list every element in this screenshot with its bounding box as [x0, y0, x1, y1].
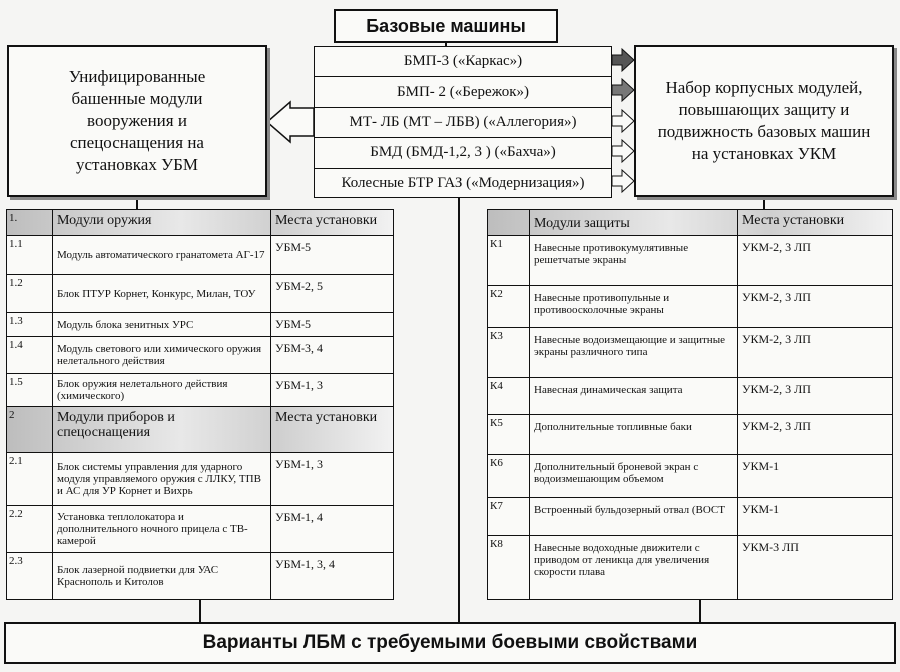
table-row: [7, 313, 393, 337]
base-machine-item: БМД (БМД-1,2, 3 ) («Бахча»): [315, 138, 611, 168]
right-box-line: подвижность базовых машин: [657, 122, 871, 141]
row-number: К7: [488, 498, 530, 535]
row-name: Установка теплолокатора и дополнительного ночного прицела с ТВ-камерой: [53, 506, 271, 552]
row-name: Навесная динамическая защита: [530, 378, 738, 414]
row-number: 1.5: [7, 374, 53, 406]
row-name: Блок лазерной подвиетки для УАС Краснополь и Китолов: [53, 553, 271, 599]
row-number: К6: [488, 455, 530, 497]
row-name: Навесные водоизмещающие и защитные экраны различного типа: [530, 328, 738, 377]
row-place: УКМ-2, 3 ЛП: [742, 290, 811, 304]
base-machine-item: Колесные БТР ГАЗ («Модернизация»): [341, 175, 585, 192]
protection-modules-table: [487, 209, 893, 600]
row-place: УБМ-5: [275, 240, 312, 254]
row-place: УБМ-1, 3: [275, 457, 324, 471]
row-place: УБМ-1, 3: [275, 378, 324, 392]
table-row: [7, 337, 393, 374]
section-number: 2: [7, 407, 53, 452]
row-name: Навесные водоходные движители с приводом от леникца для увеличения скорости плава: [530, 536, 738, 599]
row-name: Модуль автоматического гранатомета АГ-17: [53, 236, 271, 274]
row-place: УКМ-2, 3 ЛП: [742, 332, 811, 346]
table-row: [7, 506, 393, 553]
right-box-line: на установках УКМ: [691, 144, 837, 163]
row-number: К2: [488, 286, 530, 327]
right-box-line: повышающих защиту и: [678, 100, 850, 119]
base-machine-item: МТ- ЛБ (МТ – ЛБВ) («Аллегория»): [315, 108, 611, 138]
row-place: УБМ-2, 5: [275, 279, 324, 293]
section-number: 1.: [7, 210, 53, 235]
table-row: [488, 236, 892, 286]
row-place: УКМ-1: [742, 459, 780, 473]
row-place: УКМ-3 ЛП: [742, 540, 799, 554]
row-name: Блок системы управления для ударного модуля управляемого оружия с ЛЛКУ, ТПВ и АС для УР Корнет и Вихрь: [53, 453, 271, 505]
row-number: 2.3: [7, 553, 53, 599]
table-header: [488, 210, 892, 236]
table-row: [488, 286, 892, 328]
table-row: [488, 415, 892, 455]
base-machines-list: [314, 46, 612, 198]
lbm-variants-box: Варианты ЛБМ с требуемыми боевыми свойствами: [4, 622, 896, 664]
row-place: УКМ-2, 3 ЛП: [742, 240, 811, 254]
base-machine-item: БМП- 2 («Бережок»): [315, 77, 611, 107]
row-name: Встроенный бульдозерный отвал (ВОСТ: [530, 498, 738, 535]
row-place: УБМ-5: [275, 317, 312, 331]
row-place: УКМ-1: [742, 502, 780, 516]
left-box-line: спецоснащения на: [70, 133, 204, 152]
row-number: 1.1: [7, 236, 53, 274]
table-header: [7, 407, 393, 453]
place-header: Места установки: [275, 213, 378, 228]
table-row: [488, 498, 892, 536]
base-machine-item: БМП-3 («Каркас»): [315, 47, 611, 77]
left-box-line: установках УБМ: [75, 155, 199, 174]
row-name: Блок оружия нелетального действия (химического): [53, 374, 271, 406]
table-row: [7, 275, 393, 313]
row-name: Дополнительный броневой экран с водоизмешающим объемом: [530, 455, 738, 497]
place-header: Места установки: [742, 213, 845, 228]
row-number: 1.2: [7, 275, 53, 312]
row-name: Дополнительные топливные баки: [530, 415, 738, 454]
left-box-line: башенные модули: [71, 89, 203, 108]
row-number: 1.3: [7, 313, 53, 336]
row-number: К4: [488, 378, 530, 414]
row-name: Модуль светового или химического оружия нелетального действия: [53, 337, 271, 373]
right-box-line: Набор корпусных модулей,: [665, 78, 863, 97]
row-number: 2.2: [7, 506, 53, 552]
turret-modules-box: [7, 45, 267, 197]
row-number: К1: [488, 236, 530, 285]
table-row: [7, 553, 393, 599]
table-header: [7, 210, 393, 236]
table-row: [488, 328, 892, 378]
section-title: Модули оружия: [53, 210, 271, 235]
section-title: Модули приборов и спецоснащения: [53, 407, 271, 452]
table-row: [488, 536, 892, 599]
section-title: Модули защиты: [530, 210, 738, 235]
left-box-line: Унифицированные: [68, 67, 206, 86]
row-name: Навесные противокумулятивные решетчатые экраны: [530, 236, 738, 285]
row-number: 2.1: [7, 453, 53, 505]
row-place: УКМ-2, 3 ЛП: [742, 382, 811, 396]
row-name: Блок ПТУР Корнет, Конкурс, Милан, ТОУ: [53, 275, 271, 312]
row-place: УБМ-1, 3, 4: [275, 557, 336, 571]
hull-modules-box: [634, 45, 894, 197]
row-place: УБМ-1, 4: [275, 510, 324, 524]
place-header: Места установки: [275, 410, 378, 425]
row-number: 1.4: [7, 337, 53, 373]
row-name: Модуль блока зенитных УРС: [53, 313, 271, 336]
left-box-line: вооружения и: [87, 111, 187, 130]
row-place: УБМ-3, 4: [275, 341, 324, 355]
row-number: К3: [488, 328, 530, 377]
row-number: К5: [488, 415, 530, 454]
table-row: [488, 455, 892, 498]
table-row: [7, 236, 393, 275]
row-name: Навесные противопульные и противоосколочные экраны: [530, 286, 738, 327]
table-row: [488, 378, 892, 415]
row-place: УКМ-2, 3 ЛП: [742, 419, 811, 433]
weapons-modules-table: [6, 209, 394, 600]
row-number: К8: [488, 536, 530, 599]
table-row: [7, 374, 393, 407]
table-row: [7, 453, 393, 506]
base-machines-title: Базовые машины: [334, 9, 558, 43]
